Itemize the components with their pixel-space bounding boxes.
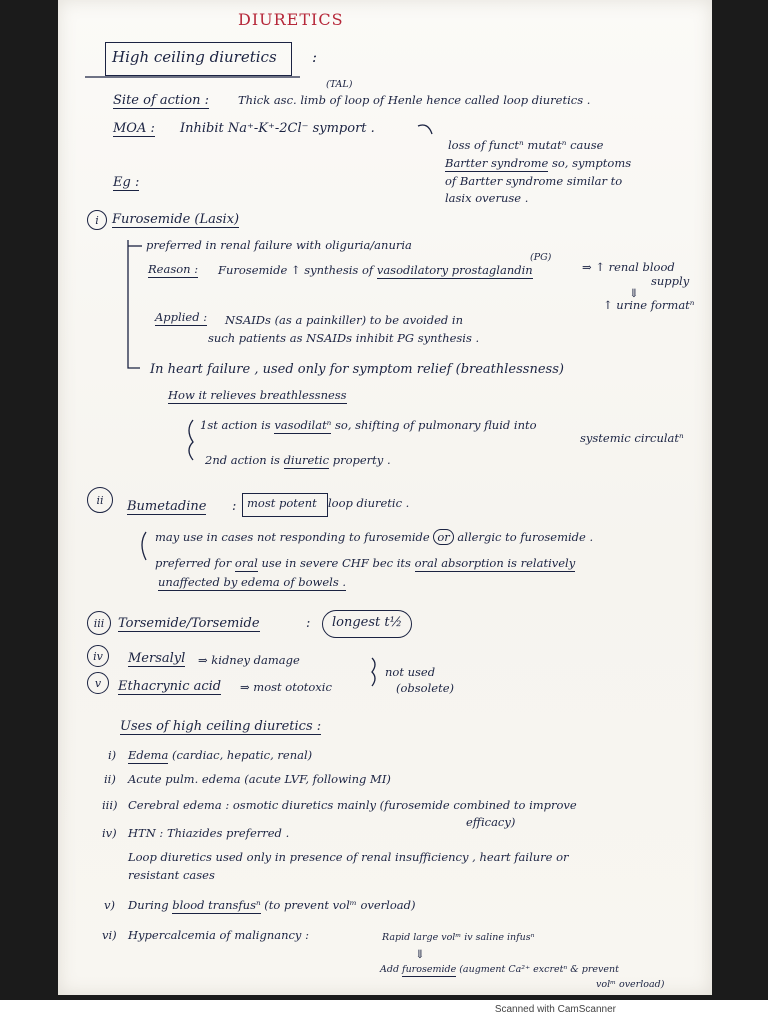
bumetadine-use-2: preferred for	[155, 556, 235, 570]
supply: supply	[651, 274, 690, 288]
obsolete: (obsolete)	[396, 681, 454, 695]
vasodilation: vasodilatⁿ	[274, 418, 332, 432]
down-arrow: ⇓	[629, 286, 639, 300]
site-label: Site of action :	[113, 93, 210, 108]
torsemide-colon: :	[306, 616, 311, 631]
urine-formation: ↑ urine formatⁿ	[603, 298, 695, 312]
use-3: Cerebral edema : osmotic diuretics mainly (furosemide combined to improve	[128, 798, 577, 812]
use-5-detail: (to prevent volᵐ overload)	[260, 898, 416, 912]
use-1-detail: (cardiac, hepatic, renal)	[168, 748, 313, 762]
use-4-loop: Loop diuretics used only in presence of renal insufficiency , heart failure or	[128, 850, 569, 864]
oral-absorption: oral absorption is relatively	[414, 556, 576, 570]
systemic-circulation: systemic circulatⁿ	[580, 431, 684, 445]
reason-label: Reason :	[148, 262, 199, 276]
use-3-number: iii)	[102, 798, 118, 812]
most-ototoxic: ⇒ most ototoxic	[240, 680, 332, 694]
page-title: DIURETICS	[238, 10, 344, 29]
side-note-line-3: of Bartter syndrome similar to	[445, 174, 623, 188]
oral: oral	[234, 556, 258, 570]
section-heading: High ceiling diuretics	[112, 48, 277, 66]
numeral-iv: iv	[87, 645, 109, 667]
use-6-overload: volᵐ overload)	[596, 979, 665, 990]
pg-note: (PG)	[530, 252, 552, 263]
blood-transfusion: blood transfusⁿ	[172, 898, 261, 912]
bumetadine-title: Bumetadine	[127, 499, 207, 514]
site-text: Thick asc. limb of loop of Henle hence called loop diuretics .	[238, 93, 591, 107]
side-note-line-4: lasix overuse .	[445, 191, 529, 205]
first-action-rest: so, shifting of pulmonary fluid into	[331, 418, 537, 432]
use-6-detail: (augment Ca²⁺ excretⁿ & prevent	[456, 964, 619, 975]
applied-line-2: such patients as NSAIDs inhibit PG synthesis .	[208, 331, 480, 345]
use-1-number: i)	[108, 748, 117, 762]
diuretic: diuretic	[283, 453, 330, 467]
applied-line-1: NSAIDs (as a painkiller) to be avoided in	[225, 313, 463, 327]
mersalyl: Mersalyl	[128, 651, 186, 666]
not-used: not used	[385, 665, 436, 679]
numeral-i: i	[87, 210, 107, 230]
use-2: Acute pulm. edema (acute LVF, following MI)	[128, 772, 391, 786]
heart-failure-text: In heart failure , used only for symptom relief (breathlessness)	[150, 362, 564, 377]
bumetadine-use-2b: use in severe CHF bec its	[257, 556, 415, 570]
use-6-arrow: ⇓	[415, 947, 425, 961]
or-circle: or	[433, 529, 453, 545]
footer-bar	[0, 1000, 768, 1024]
use-5: During	[128, 898, 173, 912]
second-action-rest: property .	[329, 453, 391, 467]
use-4-number: iv)	[102, 826, 117, 840]
side-note-line-2: so, symptoms	[548, 156, 632, 170]
heading-colon: :	[312, 48, 318, 66]
saline-infusion: Rapid large volᵐ iv saline infusⁿ	[382, 932, 535, 943]
reason-text: Furosemide ↑ synthesis of	[218, 263, 377, 277]
scanner-watermark: Scanned with CamScanner	[494, 1004, 616, 1015]
furosemide-title: Furosemide (Lasix)	[112, 212, 240, 227]
uses-title: Uses of high ceiling diuretics :	[120, 719, 322, 734]
moa-label: MOA :	[113, 121, 155, 136]
second-action: 2nd action is	[205, 453, 284, 467]
torsemide-title: Torsemide/Torsemide	[118, 616, 260, 631]
use-4: HTN : Thiazides preferred .	[128, 826, 290, 840]
add: Add	[380, 964, 403, 975]
site-sup-note: (TAL)	[326, 79, 353, 90]
use-6: Hypercalcemia of malignancy :	[128, 928, 309, 942]
loop-diuretic: loop diuretic .	[328, 496, 410, 510]
side-note-line-1: loss of functⁿ mutatⁿ cause	[448, 138, 604, 152]
applied-label: Applied :	[155, 310, 208, 324]
numeral-v: v	[87, 672, 109, 694]
bumetadine-use-1: may use in cases not responding to furosemide	[155, 530, 434, 544]
vasodilatory-prostaglandin: vasodilatory prostaglandin	[376, 263, 533, 277]
first-action: 1st action is	[200, 418, 275, 432]
furosemide-use: furosemide	[402, 964, 457, 975]
kidney-damage: ⇒ kidney damage	[198, 653, 300, 667]
use-4-resistant: resistant cases	[128, 868, 215, 882]
ethacrynic-acid: Ethacrynic acid	[118, 679, 222, 694]
moa-text: Inhibit Na⁺-K⁺-2Cl⁻ symport .	[180, 121, 375, 136]
bumetadine-use-1b: allergic to furosemide .	[453, 530, 594, 544]
renal-blood: ⇒ ↑ renal blood	[582, 260, 675, 274]
edema: Edema	[128, 748, 169, 762]
bartter-syndrome: Bartter syndrome	[445, 156, 549, 170]
numeral-iii: iii	[87, 611, 111, 635]
use-6-number: vi)	[102, 928, 117, 942]
example-label: Eg :	[113, 175, 140, 190]
furosemide-point-1: preferred in renal failure with oliguria/anuria	[146, 238, 412, 252]
use-3-efficacy: efficacy)	[466, 815, 516, 829]
bumetadine-colon: :	[232, 499, 237, 514]
most-potent: most potent	[247, 496, 317, 510]
bumetadine-use-3: unaffected by edema of bowels .	[158, 575, 347, 589]
numeral-ii: ii	[87, 487, 113, 513]
how-relieves-label: How it relieves breathlessness	[168, 388, 347, 402]
use-2-number: ii)	[104, 772, 116, 786]
use-5-number: v)	[104, 898, 115, 912]
longest-half-life: longest t½	[332, 615, 403, 630]
